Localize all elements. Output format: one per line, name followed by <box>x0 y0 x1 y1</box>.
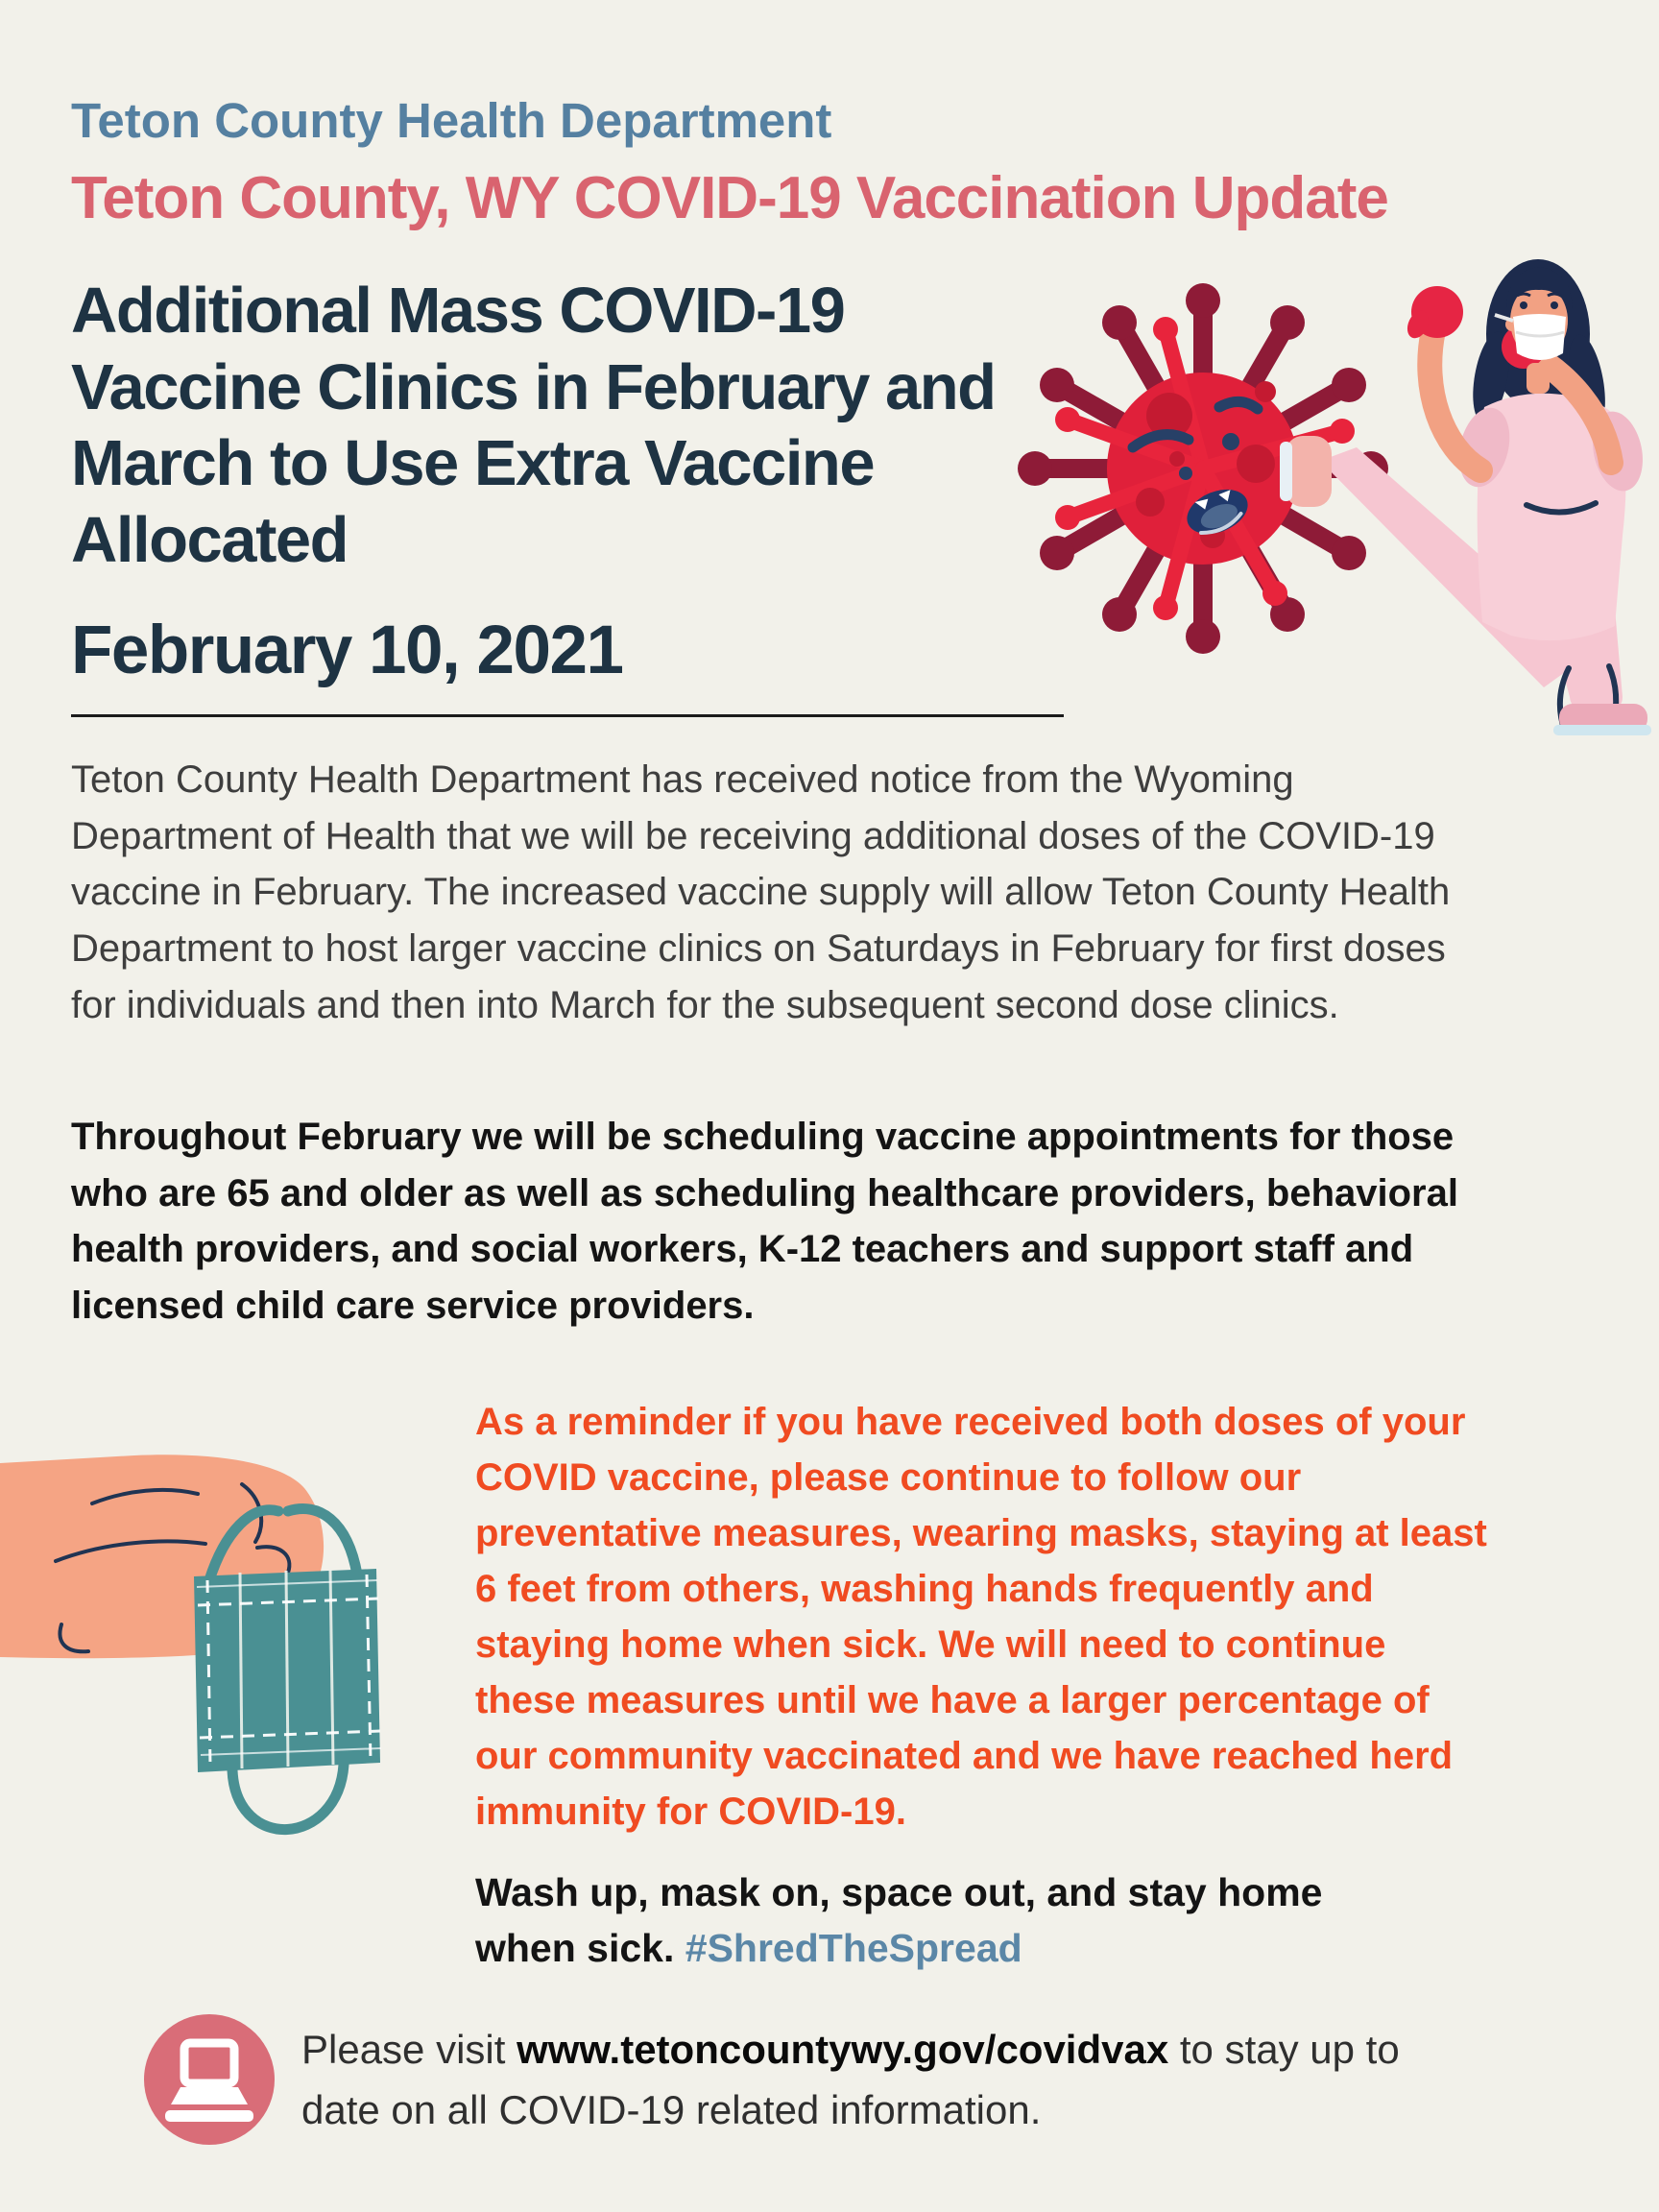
hand-holding-mask-illustration <box>0 1450 451 1882</box>
footer-suffix: to stay up to date on all COVID-19 related information. <box>301 2027 1400 2133</box>
department-heading: Teton County Health Department <box>71 93 832 148</box>
scheduling-paragraph: Throughout February we will be scheduling vaccine appointments for those who are 65 and older as well as scheduling healthcare providers, behavioral health providers, and social workers, K-12 teachers and support staff and licensed child care service providers. <box>71 1115 1458 1328</box>
laptop-icon <box>144 2014 275 2145</box>
footer-text <box>301 2019 1454 2140</box>
footer <box>144 2014 1573 2145</box>
surgical-mask-icon <box>194 1569 381 1772</box>
nurse-kicking-virus-illustration <box>989 219 1659 742</box>
date-heading: February 10, 2021 <box>71 612 623 688</box>
headline-line: Vaccine Clinics in February and <box>71 350 996 423</box>
reminder-paragraph: As a reminder if you have received both doses of your COVID vaccine, please continue to follow our preventative measures, wearing masks, staying at least 6 feet from others, washing hands frequently and staying home when sick. We will need to continue these measures until we have a larger percentage of our community vaccinated and we have reached herd immunity for COVID-19. <box>475 1401 1487 1834</box>
divider-rule <box>71 714 1064 717</box>
headline-line: Allocated <box>71 504 349 577</box>
headline-line: Additional Mass COVID-19 <box>71 275 845 347</box>
footer-url: www.tetoncountywy.gov/covidvax <box>517 2027 1169 2073</box>
intro-paragraph: Teton County Health Department has received notice from the Wyoming Department of Health that we will be receiving additional doses of the COVID-19 vaccine in February. The increased vaccine supply will allow Teton County Health Department to host larger vaccine clinics on Saturdays in February for first doses for individuals and then into March for the subsequent second dose clinics. <box>71 757 1451 1027</box>
update-title: Teton County, WY COVID-19 Vaccination Update <box>71 165 1388 231</box>
footer-prefix: Please visit <box>301 2027 506 2073</box>
slogan-text: Wash up, mask on, space out, and stay home when sick. <box>475 1870 1323 1971</box>
slogan <box>475 1864 1426 1976</box>
headline-line: March to Use Extra Vaccine <box>71 427 875 500</box>
headline <box>71 273 1031 579</box>
hashtag: #ShredTheSpread <box>685 1926 1022 1971</box>
nurse-figure <box>1280 259 1651 735</box>
